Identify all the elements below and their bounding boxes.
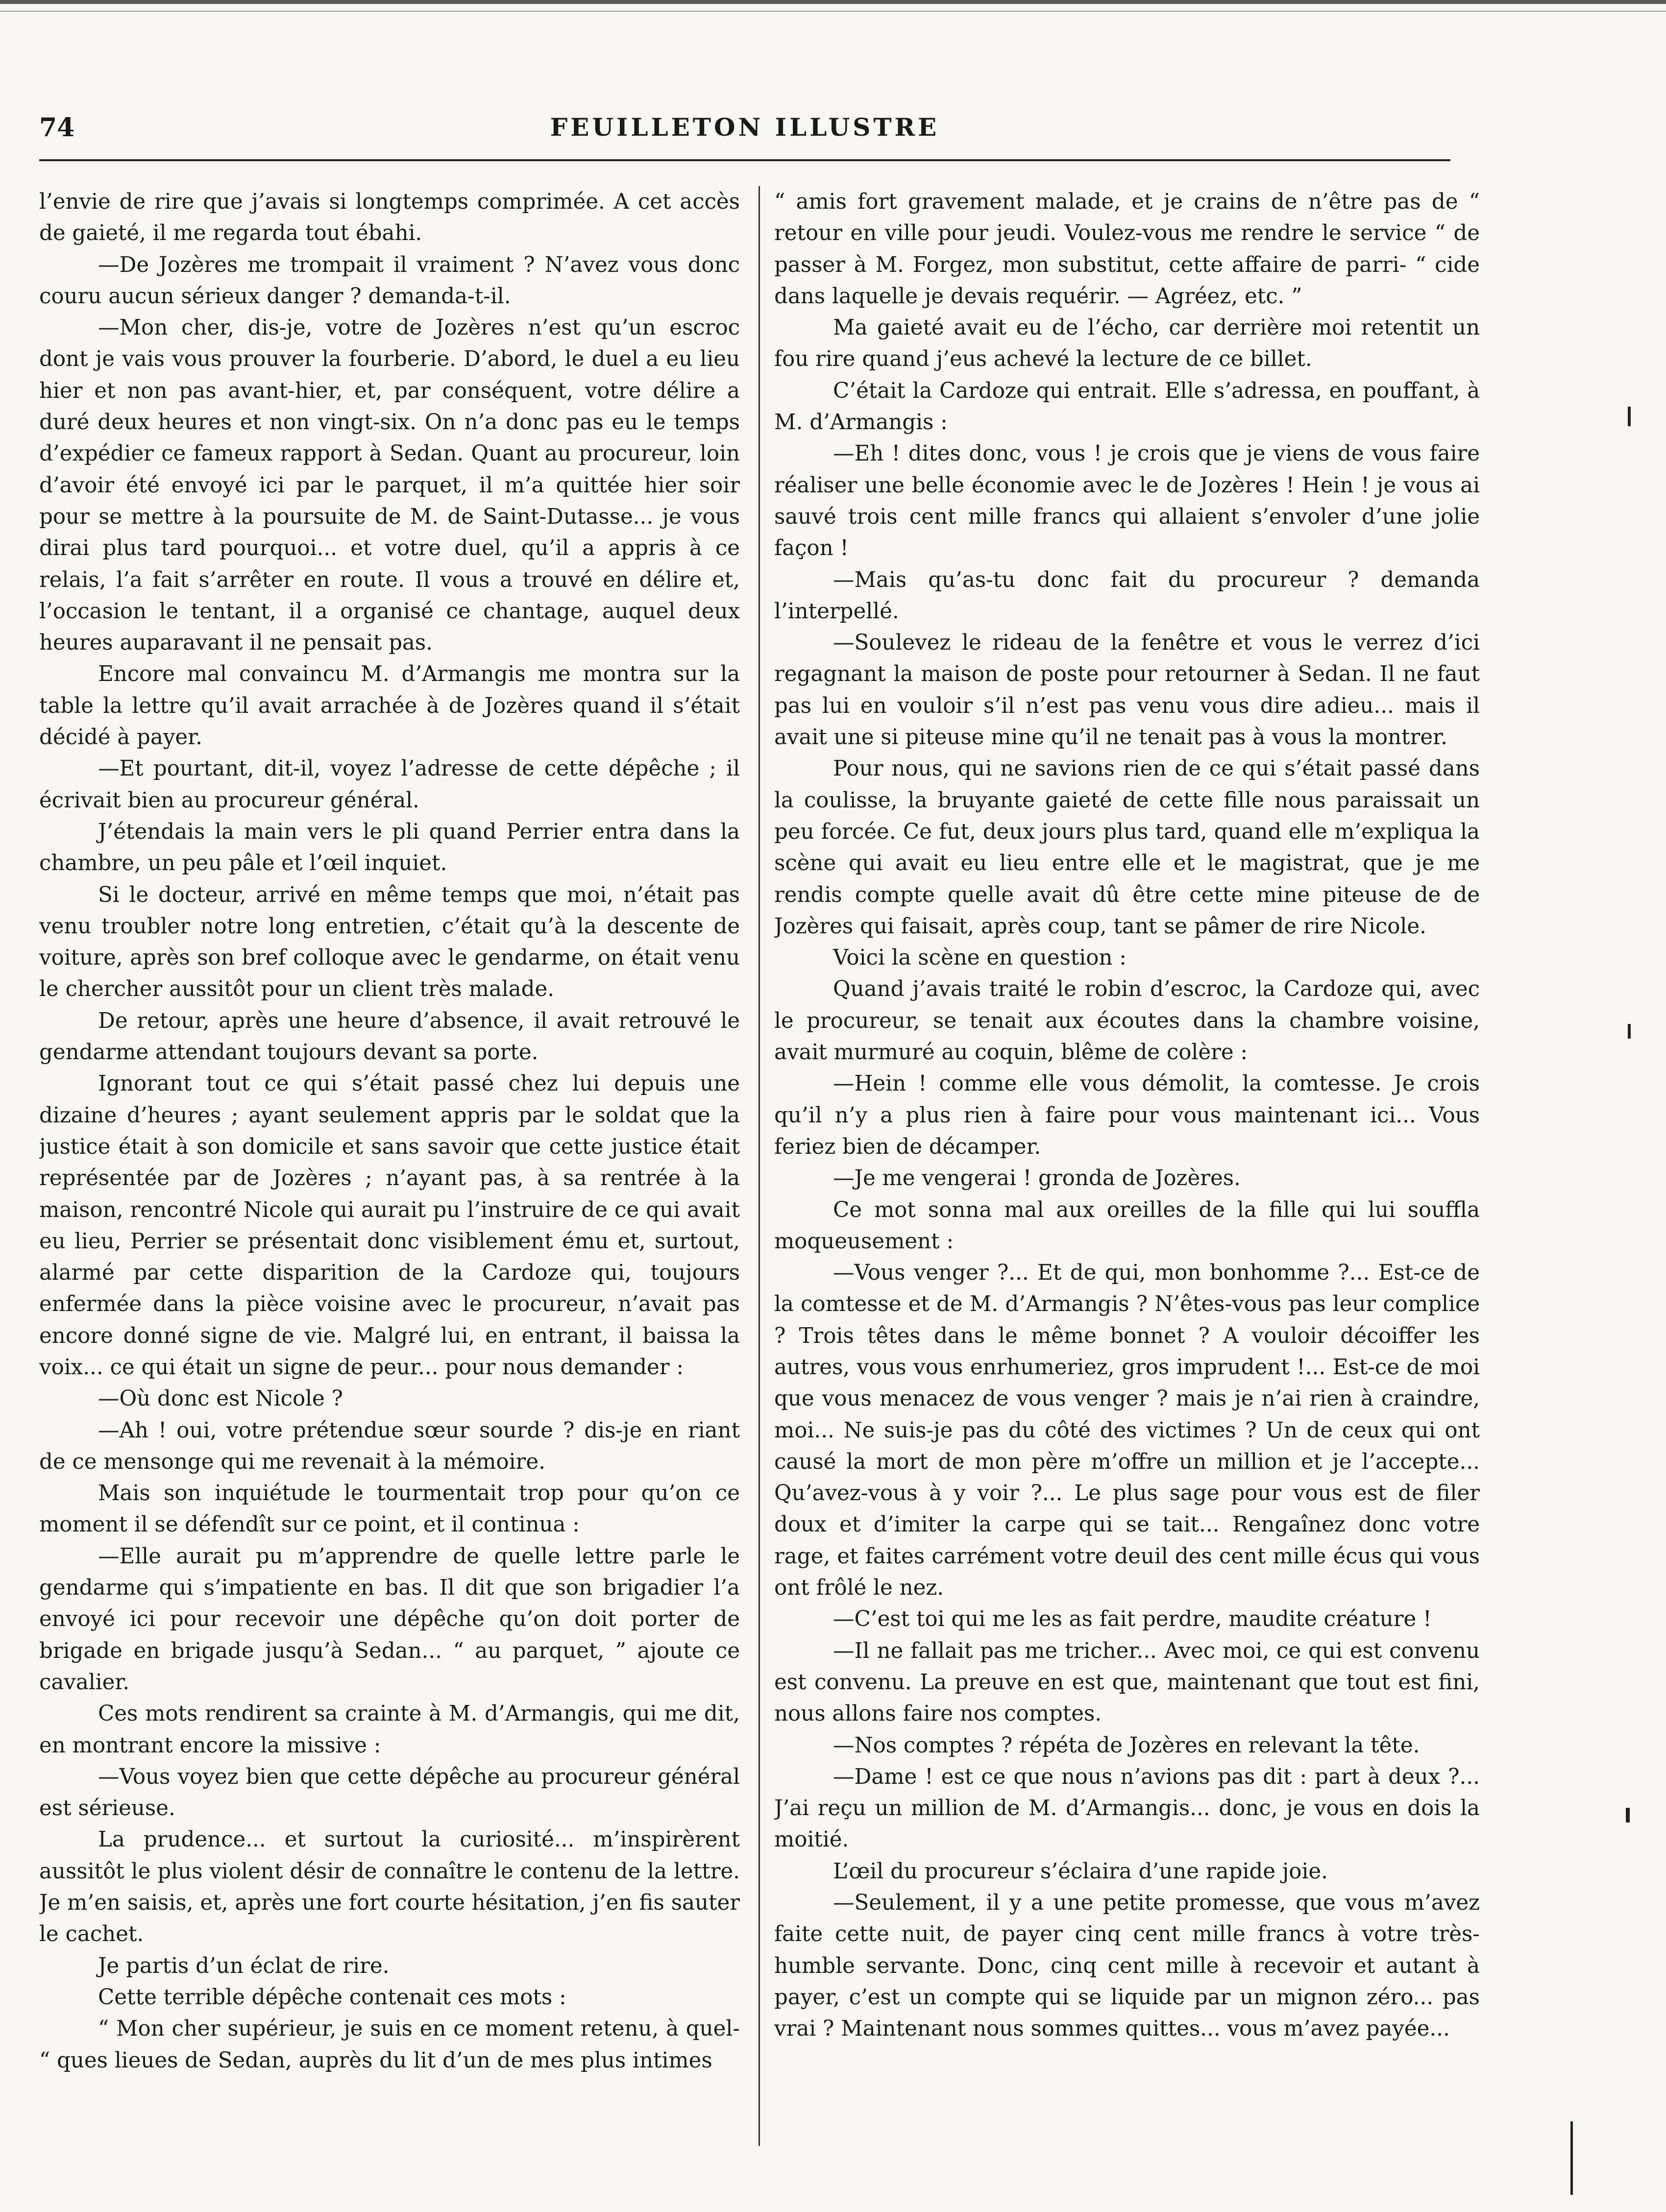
paragraph: Ignorant tout ce qui s’était passé chez lui depuis une dizaine d’heures ; ayant seulement appris par le soldat que la justice était à son domicile et sans savoir que cette justice était représentée par de Jozères ; n’ayant pas, à sa rentrée à la maison, rencontré Nicole qui aurait pu l’instruire de ce qui avait eu lieu, Perrier se présentait donc visiblement ému et, surtout, alarmé par cette disparition de la Cardoze qui, toujours enfermée dans la pièce voisine avec le procureur, n’avait pas encore donné signe de vie. Malgré lui, en entrant, il baissa la voix... ce qui était un signe de peur... pour nous demander :	[39, 1071, 740, 1380]
top-border-rule-thin	[0, 11, 1666, 12]
header-rule	[39, 159, 1450, 161]
running-title: FEUILLETON ILLUSTRE	[550, 113, 940, 142]
margin-mark	[1628, 407, 1631, 426]
column-divider	[759, 186, 760, 2146]
paragraph: J’étendais la main vers le pli quand Perrier entra dans la chambre, un peu pâle et l’œil inquiet.	[39, 819, 740, 876]
paragraph: L’œil du procureur s’éclaira d’une rapide joie.	[833, 1859, 1328, 1884]
top-border-rule	[0, 0, 1666, 4]
paragraph: —Elle aurait pu m’apprendre de quelle lettre parle le gendarme qui s’impatiente en bas. Il dit que son brigadier l’a envoyé ici pour recevoir une dépêche qu’on doit porter de brigade en brigade jusqu’à Sedan... “ au parquet, ” ajoute ce cavalier.	[39, 1544, 740, 1695]
paragraph: —Eh ! dites donc, vous ! je crois que je viens de vous faire réaliser une belle économie avec le de Jozères ! Hein ! je vous ai sauvé trois cent mille francs qui allaient s’envoler d’une jolie façon !	[774, 441, 1480, 561]
paragraph: C’était la Cardoze qui entrait. Elle s’adressa, en pouffant, à M. d’Armangis :	[774, 378, 1480, 435]
paragraph: —Où donc est Nicole ?	[98, 1386, 343, 1411]
paragraph: Quand j’avais traité le robin d’escroc, la Cardoze qui, avec le procureur, se tenait aux écoutes dans la chambre voisine, avait murmuré au coquin, blême de colère :	[774, 977, 1480, 1065]
paragraph: —Mon cher, dis-je, votre de Jozères n’est qu’un escroc dont je vais vous prouver la fourberie. D’abord, le duel a eu lieu hier et non pas avant-hier, et, par conséquent, votre délire a duré deux heures et non vingt-six. On n’a donc pas eu le temps d’expédier ce fameux rapport à Sedan. Quant au procureur, loin d’avoir été envoyé ici par le parquet, il m’a quittée hier soir pour se mettre à la poursuite de M. de Saint-Dutasse... je vous dirai plus tard pourquoi... et votre duel, qu’il a appris à ce relais, l’a fait s’arrêter en route. Il vous a trouvé en délire et, l’occasion le tentant, il a organisé ce chantage, auquel deux heures auparavant il ne pensait pas.	[39, 316, 740, 656]
paragraph: Voici la scène en question :	[833, 946, 1127, 971]
left-column	[39, 186, 740, 2146]
margin-mark	[1626, 1808, 1630, 1823]
paragraph: “ Mon cher supérieur, je suis en ce moment retenu, à quel- “ ques lieues de Sedan, auprès du lit d’un de mes plus intimes	[39, 2017, 740, 2073]
paragraph: “ amis fort gravement malade, et je crains de n’être pas de “ retour en ville pour jeudi. Voulez-vous me rendre le service “ de passer à M. Forgez, mon substitut, cette affaire de parri- “ cide dans laquelle je devais requérir. — Agréez, etc. ”	[774, 190, 1480, 309]
paragraph: —Il ne fallait pas me tricher... Avec moi, ce qui est convenu est convenu. La preuve en est que, maintenant que tout est fini, nous allons faire nos comptes.	[774, 1638, 1480, 1726]
paragraph: Encore mal convaincu M. d’Armangis me montra sur la table la lettre qu’il avait arrachée à de Jozères quand il s’était décidé à payer.	[39, 662, 740, 750]
paragraph: —De Jozères me trompait il vraiment ? N’avez vous donc couru aucun sérieux danger ? demanda-t-il.	[39, 252, 740, 309]
paragraph: Ces mots rendirent sa crainte à M. d’Armangis, qui me dit, en montrant encore la missive :	[39, 1702, 740, 1758]
paragraph: —Je me vengerai ! gronda de Jozères.	[833, 1166, 1241, 1191]
paragraph: —Nos comptes ? répéta de Jozères en relevant la tête.	[833, 1733, 1420, 1758]
paragraph: —Ah ! oui, votre prétendue sœur sourde ? dis-je en riant de ce mensonge qui me revenait à la mémoire.	[39, 1418, 740, 1474]
paragraph: Je partis d’un éclat de rire.	[98, 1953, 390, 1978]
paragraph: Si le docteur, arrivé en même temps que moi, n’était pas venu troubler notre long entretien, c’était qu’à la descente de voiture, après son bref colloque avec le gendarme, on était venu le chercher aussitôt pour un client très malade.	[39, 882, 740, 1002]
paragraph: De retour, après une heure d’absence, il avait retrouvé le gendarme attendant toujours devant sa porte.	[39, 1008, 740, 1065]
paragraph: Pour nous, qui ne savions rien de ce qui s’était passé dans la coulisse, la bruyante gaieté de cette fille nous paraissait un peu forcée. Ce fut, deux jours plus tard, quand elle m’expliqua la scène qui avait eu lieu entre elle et le magistrat, que je me rendis compte quelle avait dû être cette mine piteuse de de Jozères qui faisait, après coup, tant se pâmer de rire Nicole.	[774, 756, 1480, 939]
paragraph: —Dame ! est ce que nous n’avions pas dit : part à deux ?... J’ai reçu un million de M. d’Armangis... donc, je vous en dois la moitié.	[774, 1764, 1480, 1852]
paragraph: —Et pourtant, dit-il, voyez l’adresse de cette dépêche ; il écrivait bien au procureur général.	[39, 756, 740, 813]
page-number: 74	[39, 113, 75, 143]
paragraph: —Mais qu’as-tu donc fait du procureur ? demanda l’interpellé.	[774, 567, 1480, 624]
paragraph: La prudence... et surtout la curiosité... m’inspirèrent aussitôt le plus violent désir de connaître le contenu de la lettre. Je m’en saisis, et, après une fort courte hésitation, j’en fis sauter le cachet.	[39, 1827, 740, 1947]
paragraph: Ma gaieté avait eu de l’écho, car derrière moi retentit un fou rire quand j’eus achevé la lecture de ce billet.	[774, 316, 1480, 372]
paragraph: l’envie de rire que j’avais si longtemps comprimée. A cet accès de gaieté, il me regarda tout ébahi.	[39, 190, 740, 246]
paragraph: —Seulement, il y a une petite promesse, que vous m’avez faite cette nuit, de payer cinq cent mille francs à votre très-humble servante. Donc, cinq cent mille à recevoir et autant à payer, c’est un compte qui se liquide par un mignon zéro... pas vrai ? Maintenant nous sommes quittes... vous m’avez payée...	[774, 1891, 1480, 2042]
page-header	[39, 113, 1450, 152]
margin-mark	[1628, 1024, 1631, 1039]
paragraph: —C’est toi qui me les as fait perdre, maudite créature !	[833, 1607, 1432, 1632]
paragraph: Ce mot sonna mal aux oreilles de la fille qui lui souffla moqueusement :	[774, 1197, 1480, 1254]
paragraph: —Hein ! comme elle vous démolit, la comtesse. Je crois qu’il n’y a plus rien à faire pour vous maintenant ici... Vous feriez bien de décamper.	[774, 1071, 1480, 1159]
right-column	[774, 186, 1480, 2146]
paragraph: Cette terrible dépêche contenait ces mots :	[98, 1985, 566, 2010]
paragraph: —Vous venger ?... Et de qui, mon bonhomme ?... Est-ce de la comtesse et de M. d’Armangis ? N’êtes-vous pas leur complice ? Trois têtes dans le même bonnet ? A vouloir décoiffer les autres, vous vous enrhumeriez, gros imprudent !... Est-ce de moi que vous menacez de vous venger ? mais je n’ai rien à craindre, moi... Ne suis-je pas du côté des victimes ? Un de ceux qui ont causé la mort de mon père m’offre un million et je l’accepte... Qu’avez-vous à y voir ?... Le plus sage pour vous est de filer doux et d’imiter la carpe qui se tait... Rengaînez donc votre rage, et faites carrément votre deuil des cent mille écus qui vous ont frôlé le nez.	[774, 1261, 1480, 1601]
paragraph: —Vous voyez bien que cette dépêche au procureur général est sérieuse.	[39, 1764, 740, 1821]
margin-mark	[1570, 2121, 1573, 2195]
paragraph: —Soulevez le rideau de la fenêtre et vous le verrez d’ici regagnant la maison de poste pour retourner à Sedan. Il ne faut pas lui en vouloir s’il n’est pas venu vous dire adieu... mais il avait une si piteuse mine qu’il ne tenait pas à vous la montrer.	[774, 631, 1480, 750]
paragraph: Mais son inquiétude le tourmentait trop pour qu’on ce moment il se défendît sur ce point, et il continua :	[39, 1481, 740, 1537]
